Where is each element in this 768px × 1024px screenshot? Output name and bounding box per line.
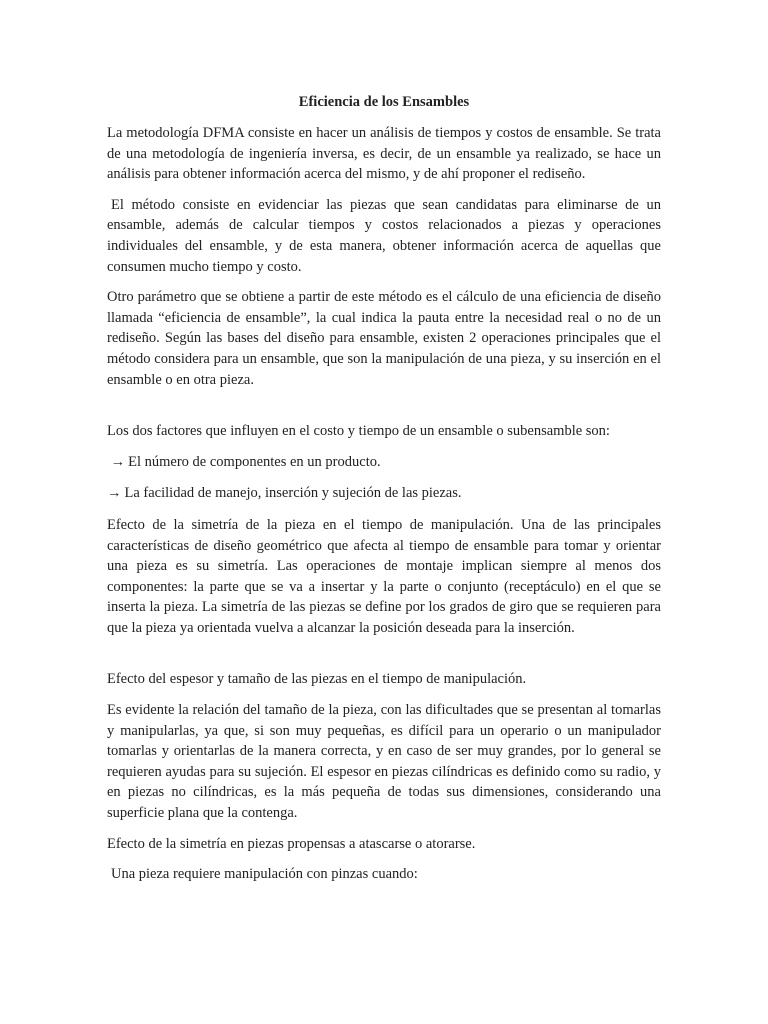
arrow-icon: →	[107, 485, 122, 502]
list-item	[107, 452, 661, 473]
spacer	[107, 648, 661, 669]
list-item-text: El número de componentes en un producto.	[128, 453, 381, 470]
paragraph-size: Es evidente la relación del tamaño de la pieza, con las dificultades que se presentan al tomarlas y manipularlas, ya que, si son muy pequeñas, es difícil para un operario o un manipulador tomarlas y orientarlas de la manera correcta, y en caso de ser muy grandes, por lo general se requieren ayudas para su sujeción. El espesor en piezas cilíndricas es definido como su radio, y en piezas no cilíndricas, es la más pequeña de todas sus dimensiones, considerando una superficie plana que la contenga.	[107, 702, 661, 822]
paragraph-dfma-intro: La metodología DFMA consiste en hacer un análisis de tiempos y costos de ensamble. Se trata de una metodología de ingeniería inversa, es decir, de un ensamble ya realizado, se hace un análisis para obtener información acerca del mismo, y de ahí proponer el rediseño.	[107, 125, 661, 183]
paragraph-symmetry: Efecto de la simetría de la pieza en el tiempo de manipulación. Una de las principales características de diseño geométrico que afecta al tiempo de ensamble para tomar y orientar una pieza es su simetría. Las operaciones de montaje implican siempre al menos dos componentes: la parte que se va a insertar y la parte o conjunto (receptáculo) en el que se inserta la pieza. La simetría de las piezas se define por los grados de giro que se requieren para que la pieza ya orientada vuelva a alcanzar la posición deseada para la inserción.	[107, 516, 661, 636]
list-item	[107, 483, 661, 504]
spacer	[107, 400, 661, 421]
document-title: Eficiencia de los Ensambles	[298, 94, 470, 110]
paragraph-jamming: Efecto de la simetría en piezas propensas a atascarse o atorarse.	[107, 835, 476, 852]
paragraph-thickness-heading: Efecto del espesor y tamaño de las piezas en el tiempo de manipulación.	[107, 671, 527, 688]
paragraph-tweezers: Una pieza requiere manipulación con pinzas cuando:	[111, 866, 418, 883]
arrow-icon: →	[110, 453, 126, 470]
paragraph-efficiency: Otro parámetro que se obtiene a partir de este método es el cálculo de una eficiencia de diseño llamada “eficiencia de ensamble”, la cual indica la pauta entre la necesidad real o no de un rediseño. Según las bases del diseño para ensamble, existen 2 operaciones principales que el método considera para un ensamble, que son la manipulación de una pieza, y su inserción en el ensamble o en otra pieza.	[107, 289, 661, 388]
list-item-text: La facilidad de manejo, inserción y sujeción de las piezas.	[124, 485, 462, 502]
paragraph-factors: Los dos factores que influyen en el costo y tiempo de un ensamble o subensamble son:	[107, 423, 610, 440]
paragraph-method: El método consiste en evidenciar las piezas que sean candidatas para eliminarse de un ensamble, además de calcular tiempos y costos relacionados a piezas y operaciones individuales del ensamble, y de esta manera, obtener información acerca de aquellas que consumen mucho tiempo y costo.	[107, 196, 661, 275]
